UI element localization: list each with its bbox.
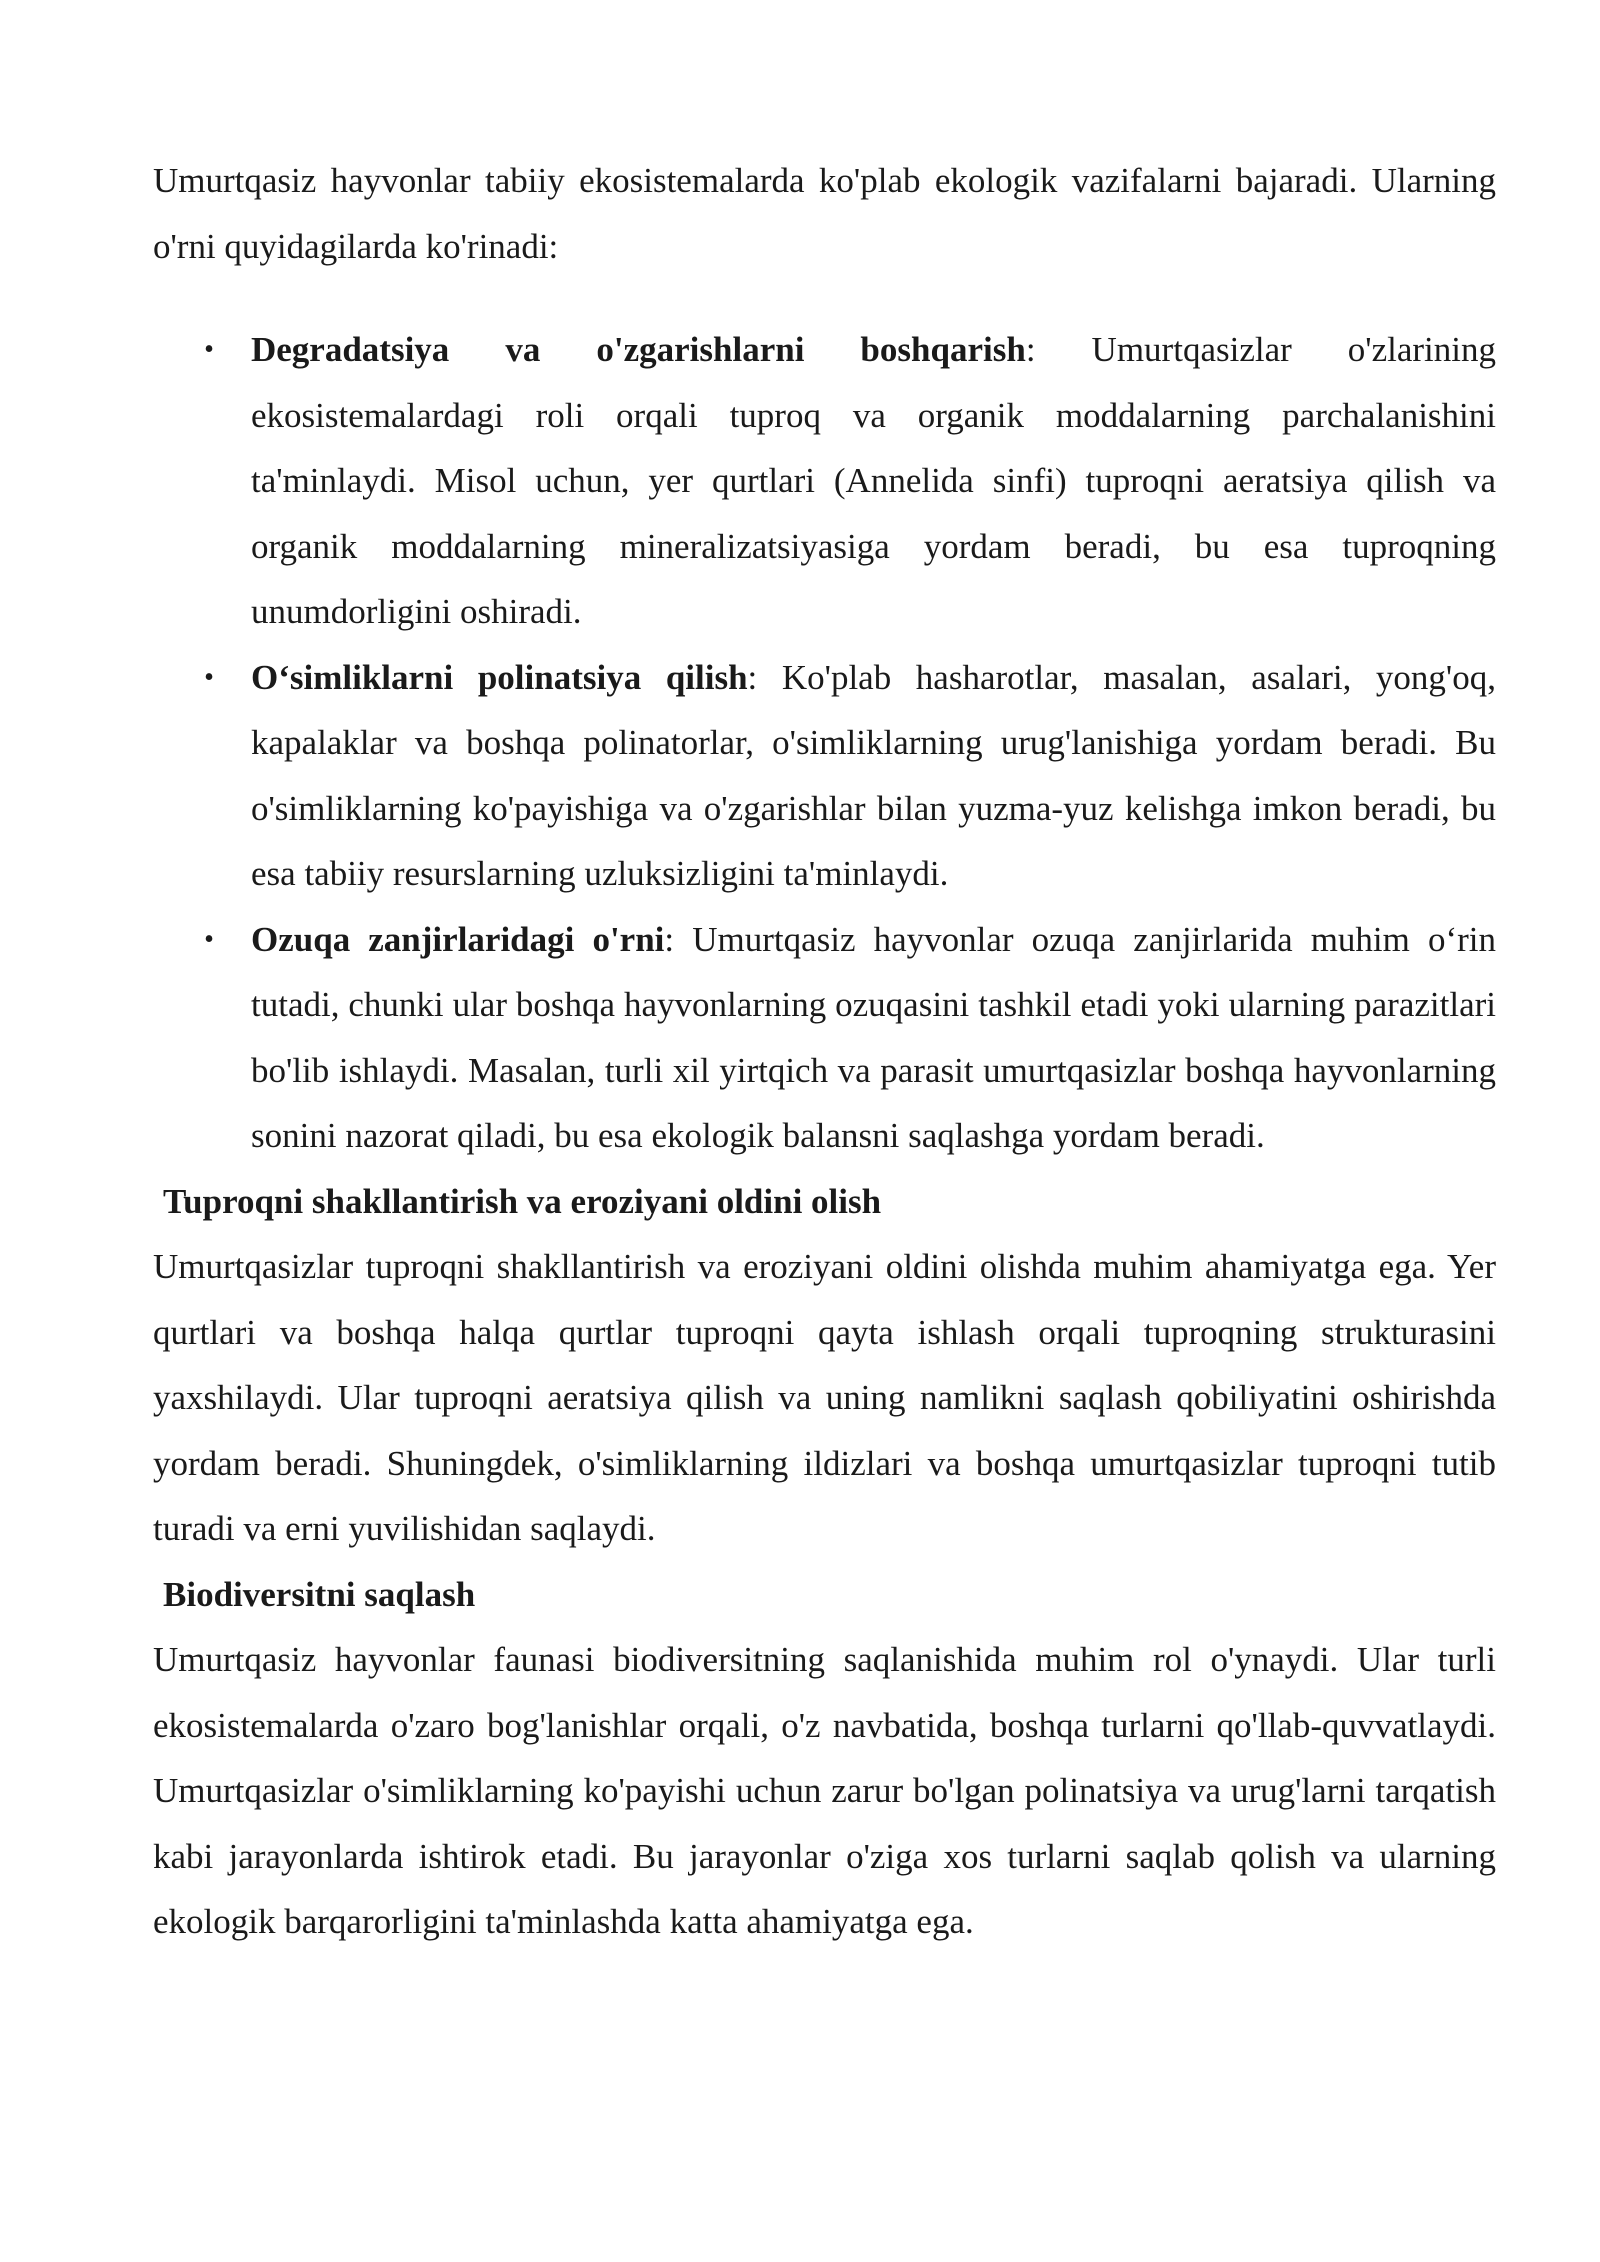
list-item-degradation	[153, 317, 1496, 645]
list-item-term: Degradatsiya va o'zgarishlarni boshqarish	[251, 330, 1026, 369]
bullet-icon: •	[204, 661, 214, 693]
bullet-icon: •	[204, 923, 214, 955]
intro-paragraph: Umurtqasiz hayvonlar tabiiy ekosistemalarda ko'plab ekologik vazifalarni bajaradi. Ularning o'rni quyidagilarda ko'rinadi:	[153, 161, 1496, 266]
list-item-text: : Umurtqasiz hayvonlar ozuqa zanjirlarida muhim o‘rin tutadi, chunki ular boshqa hayvonlarning ozuqasini tashkil etadi yoki ularning parazitlari bo'lib ishlaydi. Masalan, turli xil yirtqich va parasit umurtqasizlar boshqa hayvonlarning sonini nazorat qiladi, bu esa ekologik balansni saqlashga yordam beradi.	[251, 919, 1496, 1155]
document-page	[153, 148, 1496, 1955]
list-item-pollination	[153, 645, 1496, 907]
bullet-icon: •	[204, 334, 214, 365]
ecological-roles-list	[153, 317, 1496, 1169]
section-body-biodiversity: Umurtqasiz hayvonlar faunasi biodiversitning saqlanishida muhim rol o'ynaydi. Ular turli ekosistemalarda o'zaro bog'lanishlar orqali, o'z navbatida, boshqa turlarni qo'llab-quvvatlaydi. Umurtqasizlar o'simliklarning ko'payishi uchun zarur bo'lgan polinatsiya va urug'larni tarqatish kabi jarayonlarda ishtirok etadi. Bu jarayonlar o'ziga xos turlarni saqlab qolish va ularning ekologik barqarorligini ta'minlashda katta ahamiyatga ega.	[153, 1640, 1496, 1941]
list-item-food-chain	[153, 907, 1496, 1169]
list-item-term: O‘simliklarni polinatsiya qilish	[251, 657, 748, 697]
list-item-text: : Ko'plab hasharotlar, masalan, asalari, yong'oq, kapalaklar va boshqa polinatorlar, o'simliklarning urug'lanishiga yordam beradi. Bu o'simliklarning ko'payishiga va o'zgarishlar bilan yuzma-yuz kelishga imkon beradi, bu esa tabiiy resurslarning uzluksizligini ta'minlaydi.	[251, 657, 1496, 893]
section-body-soil: Umurtqasizlar tuproqni shakllantirish va eroziyani oldini olishda muhim ahamiyatga ega. Yer qurtlari va boshqa halqa qurtlar tuproqni qayta ishlash orqali tuproqning strukturasini yaxshilaydi. Ular tuproqni aeratsiya qilish va uning namlikni saqlash qobiliyatini oshirishda yordam beradi. Shuningdek, o'simliklarning ildizlari va boshqa umurtqasizlar tuproqni tutib turadi va erni yuvilishidan saqlaydi.	[153, 1247, 1496, 1548]
section-heading-soil: Tuproqni shakllantirish va eroziyani oldini olish	[163, 1181, 882, 1221]
list-item-term: Ozuqa zanjirlaridagi o'rni	[251, 919, 665, 959]
section-heading-biodiversity: Biodiversitni saqlash	[163, 1574, 476, 1614]
list-item-text: : Umurtqasizlar o'zlarining ekosistemalardagi roli orqali tuproq va organik moddalarning parchalanishini ta'minlaydi. Misol uchun, yer qurtlari (Annelida sinfi) tuproqni aeratsiya qilish va organik moddalarning mineralizatsiyasiga yordam beradi, bu esa tuproqning unumdorligini oshiradi.	[251, 330, 1496, 631]
